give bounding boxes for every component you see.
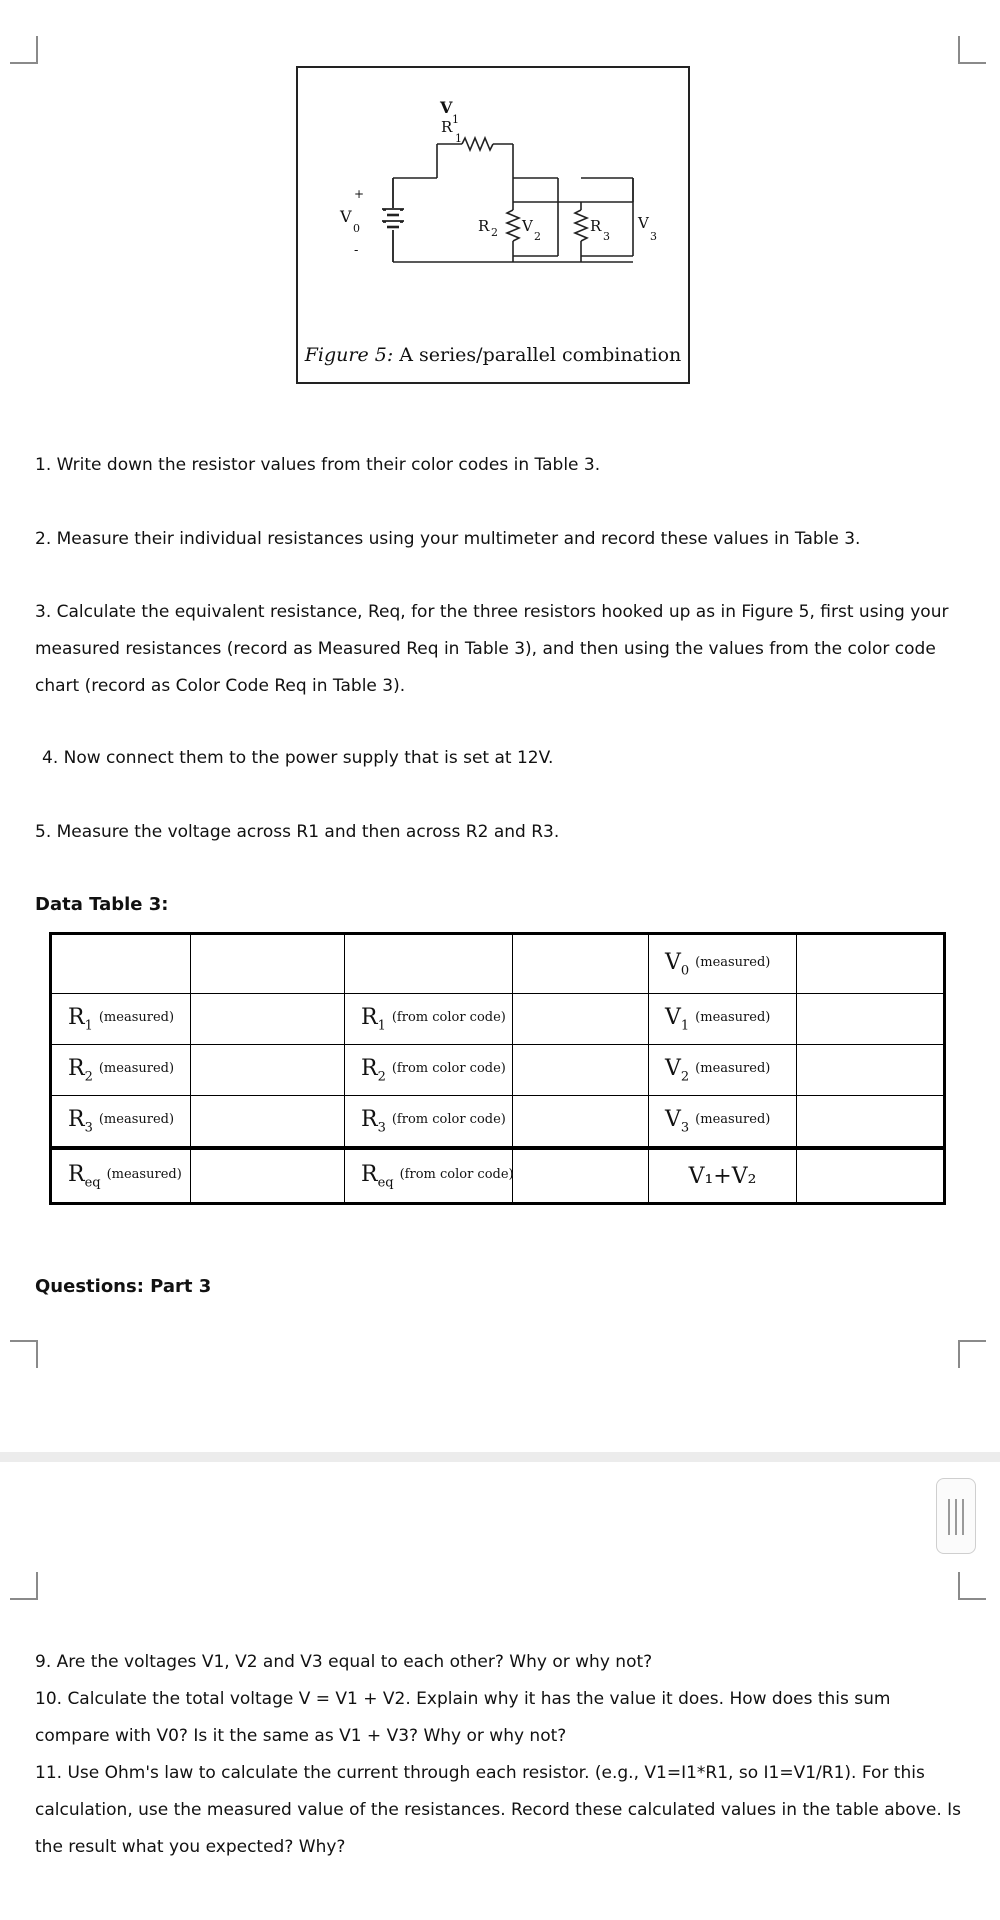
r3-measured-value[interactable] — [191, 1096, 345, 1149]
r1-color-code-value[interactable] — [513, 994, 649, 1045]
page-gap — [0, 1452, 1000, 1462]
v2-measured-label: $V_2(measured)$ — [649, 1045, 797, 1096]
r1-label: R — [441, 118, 453, 136]
r2-label: R — [478, 217, 490, 235]
v0-label: V — [340, 207, 352, 226]
r1-measured-label: $R_1(measured)$ — [51, 994, 191, 1045]
r1-subscript: 1 — [455, 132, 462, 145]
r3-measured-label: $R_3(measured)$ — [51, 1096, 191, 1149]
req-measured-label: $R_{eq}(measured)$ — [51, 1148, 191, 1204]
grip-line-icon — [962, 1499, 964, 1535]
v0-subscript: 0 — [353, 222, 360, 235]
v0-measured-value[interactable] — [797, 934, 945, 994]
table-cell-empty — [51, 934, 191, 994]
margin-corner-top-right — [958, 36, 986, 64]
v3-measured-label: $V_3(measured)$ — [649, 1096, 797, 1149]
v1-plus-v2-label: V₁+V₂ — [649, 1148, 797, 1204]
v3-measured-value[interactable] — [797, 1096, 945, 1149]
r2-measured-value[interactable] — [191, 1045, 345, 1096]
figure-caption-label: Figure 5: — [304, 344, 394, 366]
v3-subscript: 3 — [650, 230, 657, 243]
scroll-handle[interactable] — [936, 1478, 976, 1554]
r3-color-code-label: $R_3(from$ color code) — [345, 1096, 513, 1149]
v1-measured-value[interactable] — [797, 994, 945, 1045]
margin-corner-bottom-right — [958, 1340, 986, 1368]
instruction-4: 4. Now connect them to the power supply that is set at 12V. — [42, 748, 554, 768]
table-row — [51, 934, 945, 994]
data-table-heading: Data Table 3: — [35, 894, 169, 915]
r1-color-code-label: $R_1(from$ color code) — [345, 994, 513, 1045]
table-cell-empty — [345, 934, 513, 994]
margin-corner-top-left — [10, 36, 38, 64]
figure-caption-text: A series/parallel combination — [393, 344, 682, 366]
r3-color-code-value[interactable] — [513, 1096, 649, 1149]
r1-measured-value[interactable] — [191, 994, 345, 1045]
table-cell-value[interactable] — [513, 934, 649, 994]
margin-corner-top-right — [958, 1572, 986, 1600]
req-color-code-label: $R_{eq}(from$ color code) — [345, 1148, 513, 1204]
instruction-5: 5. Measure the voltage across R1 and then across R2 and R3. — [35, 822, 560, 842]
table-row — [51, 1096, 945, 1149]
r2-color-code-label: $R_2(from$ color code) — [345, 1045, 513, 1096]
r3-subscript: 3 — [603, 230, 610, 243]
req-measured-value[interactable] — [191, 1148, 345, 1204]
v1-label: V — [440, 98, 453, 117]
v2-label: V — [522, 217, 533, 235]
margin-corner-top-left — [10, 1572, 38, 1600]
req-color-code-value[interactable] — [513, 1148, 649, 1204]
v2-measured-value[interactable] — [797, 1045, 945, 1096]
grip-line-icon — [948, 1499, 950, 1535]
minus-sign: - — [354, 243, 359, 258]
questions-heading: Questions: Part 3 — [35, 1276, 212, 1297]
table-cell-value[interactable] — [191, 934, 345, 994]
question-9: 9. Are the voltages V1, V2 and V3 equal to each other? Why or why not? — [35, 1652, 653, 1672]
grip-line-icon — [955, 1499, 957, 1535]
r2-subscript: 2 — [491, 226, 498, 239]
r2-color-code-value[interactable] — [513, 1045, 649, 1096]
r3-label: R — [590, 217, 602, 235]
circuit-diagram — [298, 68, 688, 338]
v3-label: V — [638, 214, 649, 232]
instruction-1: 1. Write down the resistor values from their color codes in Table 3. — [35, 455, 601, 475]
circuit-figure — [296, 66, 690, 384]
figure-caption — [298, 344, 688, 366]
question-11: 11. Use Ohm's law to calculate the current through each resistor. (e.g., V1=I1*R1, so I1=V1/R1). For this calculation, use the measured value of the resistances. Record these calculated values in the table above. Is the result what you expected? Why? — [35, 1763, 962, 1857]
data-table-3 — [49, 932, 946, 1205]
margin-corner-bottom-left — [10, 1340, 38, 1368]
r2-measured-label: $R_2(measured)$ — [51, 1045, 191, 1096]
instruction-3: 3. Calculate the equivalent resistance, Req, for the three resistors hooked up as in Figure 5, first using your measured resistances (record as Measured Req in Table 3), and then using the values from the color code chart (record as Color Code Req in Table 3). — [35, 602, 949, 696]
v2-subscript: 2 — [534, 230, 541, 243]
plus-sign: + — [354, 187, 365, 201]
v1-subscript: 1 — [452, 113, 459, 126]
document-page-2 — [0, 1462, 1000, 1920]
table-row — [51, 1148, 945, 1204]
instruction-2: 2. Measure their individual resistances using your multimeter and record these values in Table 3. — [35, 529, 861, 549]
table-row — [51, 994, 945, 1045]
question-10: 10. Calculate the total voltage V = V1 + V2. Explain why it has the value it does. How does this sum compare with V0? Is it the same as V1 + V3? Why or why not? — [35, 1689, 891, 1746]
table-row — [51, 1045, 945, 1096]
v1-plus-v2-value[interactable] — [797, 1148, 945, 1204]
v1-measured-label: $V_1(measured)$ — [649, 994, 797, 1045]
v0-measured-label: $V_0(measured)$ — [649, 934, 797, 994]
